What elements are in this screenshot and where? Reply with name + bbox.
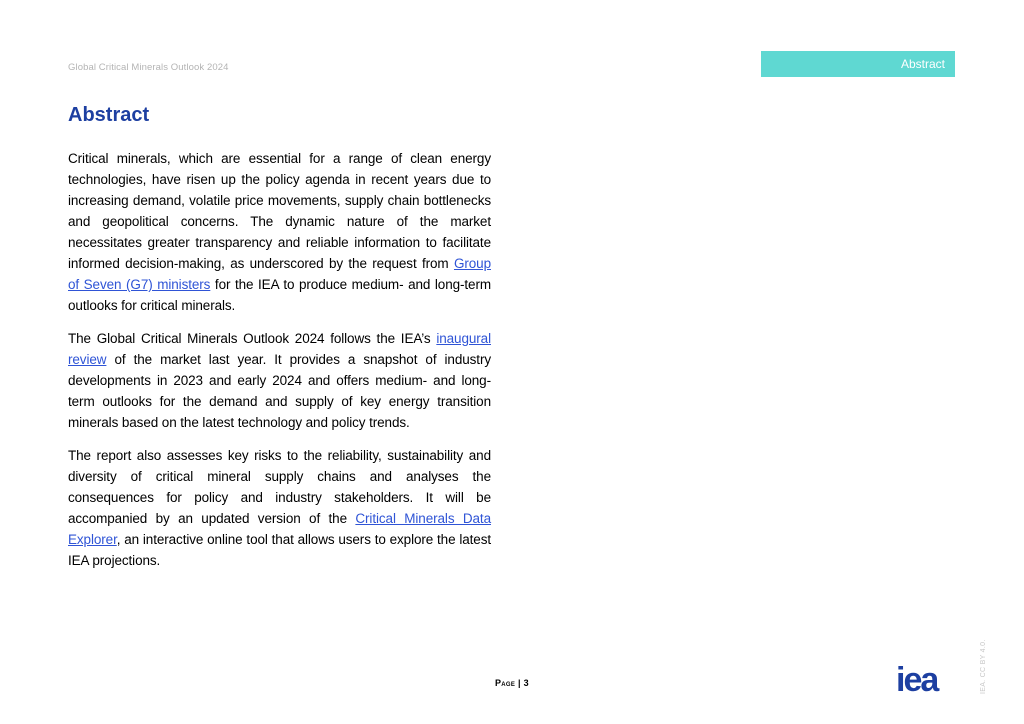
iea-logo-wordmark: iea (896, 664, 938, 694)
section-tab-label: Abstract (900, 57, 945, 71)
page-number-value: 3 (523, 678, 529, 688)
paragraph-2 (68, 328, 491, 433)
page-label: Page (495, 678, 516, 688)
license-notice: IEA. CC BY 4.0. (980, 639, 987, 694)
inaugural-review-link[interactable]: inaugural review (68, 331, 491, 367)
paragraph-1-text-b: for the IEA to produce medium- and long-term outlooks for critical minerals. (68, 277, 492, 313)
g7-ministers-link[interactable]: Group of Seven (G7) ministers (68, 256, 491, 292)
critical-minerals-data-explorer-link[interactable]: Critical Minerals Data Explorer (68, 511, 491, 547)
paragraph-2-text-a: The Global Critical Minerals Outlook 2024 follows the IEA’s (68, 331, 437, 346)
paragraph-3-text-a: The report also assesses key risks to the reliability, sustainability and diversity of critical mineral supply chains and analyses the consequences for policy and industry stakeholders. It will be accompanied by an updated version of the (68, 448, 491, 526)
paragraph-3 (68, 445, 491, 571)
running-header-title: Global Critical Minerals Outlook 2024 (68, 62, 229, 73)
paragraph-1-text-a: Critical minerals, which are essential for a range of clean energy technologies, have risen up the policy agenda in recent years due to increasing demand, volatile price movements, supply chain bottlenecks and geopolitical concerns. The dynamic nature of the market necessitates greater transparency and reliable information to facilitate informed decision-making, as underscored by the request from (68, 151, 491, 271)
section-tab (761, 51, 955, 77)
page-number (495, 678, 529, 688)
paragraph-1 (68, 148, 491, 316)
paragraph-3-text-b: , an interactive online tool that allows users to explore the latest IEA projections. (68, 532, 491, 568)
paragraph-2-text-b: of the market last year. It provides a snapshot of industry developments in 2023 and early 2024 and offers medium- and long-term outlooks for the demand and supply of key energy transition minerals based on the latest technology and policy trends. (68, 352, 491, 430)
iea-logo (896, 664, 958, 694)
page-title: Abstract (68, 104, 150, 126)
abstract-body (68, 148, 491, 583)
page-separator: | (515, 678, 524, 688)
